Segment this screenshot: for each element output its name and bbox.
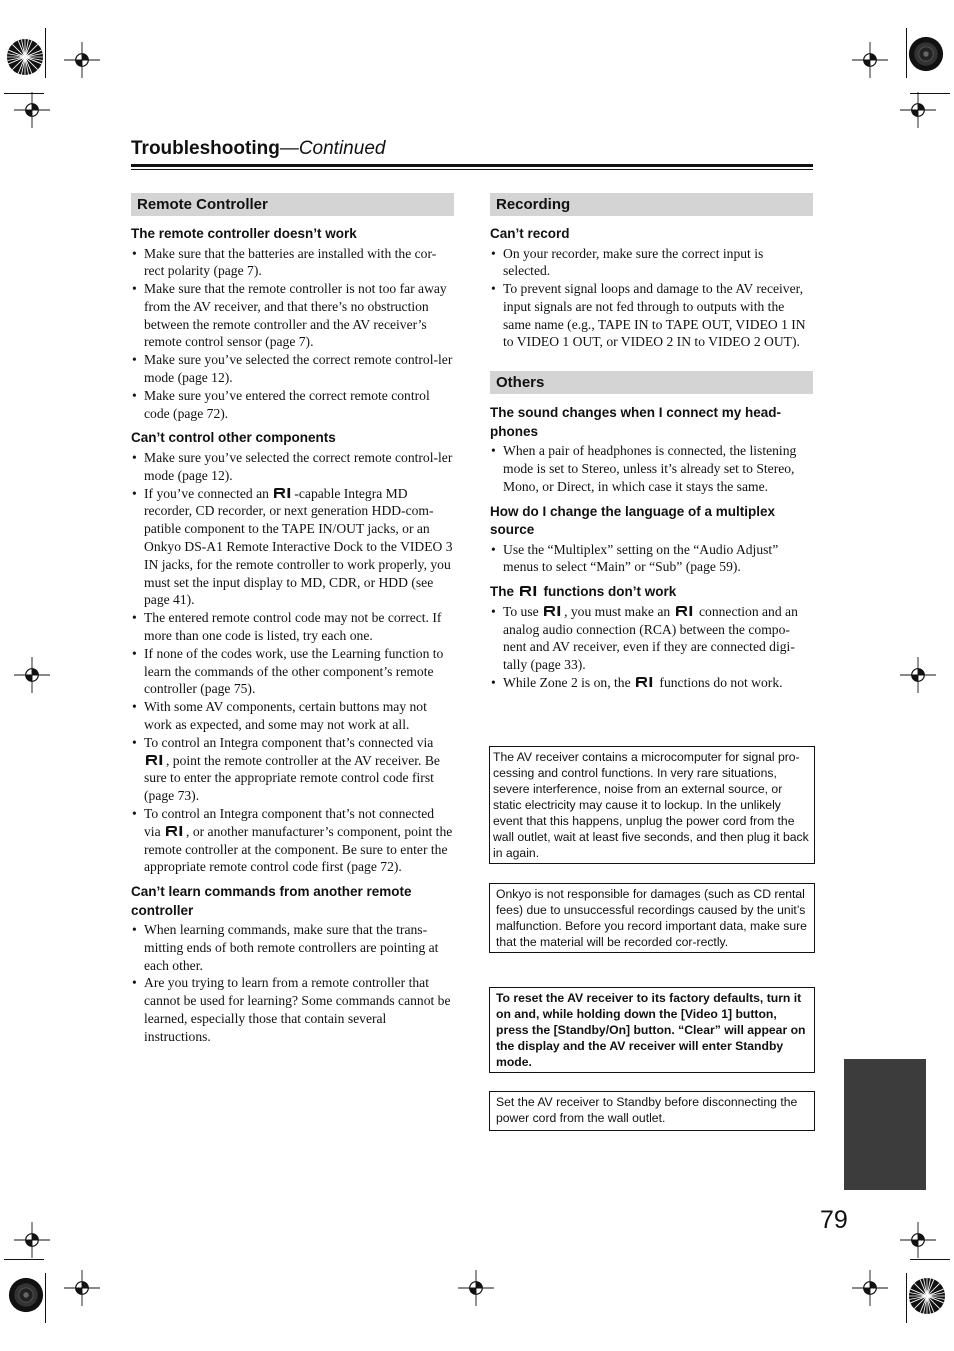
crop-wheel-icon xyxy=(8,1277,44,1313)
list-item: • The entered remote control code may not be correct. If more than one code is listed, try each one. xyxy=(131,609,454,645)
page-number: 79 xyxy=(820,1206,848,1234)
note-box-microcomputer: The AV receiver contains a microcomputer for signal pro-cessing and control functions. In very rare situations, severe interference, noise from an external source, or static electricity may cause it to lockup. In the unlikely event that this happens, unplug the power cord from the wall outlet, wait at least five seconds, and then plug it back in again. xyxy=(489,746,815,864)
bullet-list xyxy=(490,541,813,577)
crop-line xyxy=(906,28,907,78)
ri-logo-icon xyxy=(145,754,165,766)
subheading xyxy=(490,583,813,602)
crop-line xyxy=(4,93,44,94)
list-item: • Make sure you’ve entered the correct remote control code (page 72). xyxy=(131,387,454,423)
list-item: • To prevent signal loops and damage to the AV receiver, input signals are not fed through to outputs with the same name (e.g., TAPE IN to TAPE OUT, VIDEO 1 IN to VIDEO 1 OUT, or VIDEO 2 IN to VIDEO 2 OUT). xyxy=(490,280,813,351)
header-rule-thin xyxy=(131,169,813,170)
subheading: How do I change the language of a multiplex source xyxy=(490,503,776,538)
section-heading-others: Others xyxy=(490,371,813,394)
registration-mark-icon xyxy=(64,42,100,78)
note-box-reset: To reset the AV receiver to its factory defaults, turn it on and, while holding down the [Video 1] button, press the [Standby/On] button. “Clear” will appear on the display and the AV receiver will enter Standby mode. xyxy=(489,987,815,1073)
list-item-text: To use xyxy=(503,603,539,619)
list-item-text: , or another manufacturer’s component, point the remote controller at the component. Be sure to enter the appropriate remote control code first (page 72). xyxy=(144,823,453,875)
side-tab xyxy=(844,1059,926,1190)
list-item: • When learning commands, make sure that the trans-mitting ends of both remote controllers are pointing at each other. xyxy=(131,921,454,974)
registration-mark-icon xyxy=(14,92,50,128)
list-item-text: functions do not work. xyxy=(659,674,783,690)
ri-logo-icon xyxy=(635,676,655,688)
list-item: • Are you trying to learn from a remote controller that cannot be used for learning? Some commands cannot be learned, especially those that contain several instructions. xyxy=(131,974,454,1045)
list-item: • Make sure that the remote controller is not too far away from the AV receiver, and that there’s no obstruction between the remote controller and the AV receiver’s remote control sensor (page 7). xyxy=(131,280,454,351)
registration-mark-icon xyxy=(64,1270,100,1306)
left-column xyxy=(131,193,454,1053)
list-item-text: To control an Integra component that’s not connected via xyxy=(144,805,435,839)
ri-logo-icon xyxy=(543,605,563,617)
list-item: • With some AV components, certain buttons may not work as expected, and some may not work at all. xyxy=(131,698,454,734)
subheading: Can’t learn commands from another remote controller xyxy=(131,884,412,918)
list-item: • When a pair of headphones is connected, the listening mode is set to Stereo, unless it’s already set to Stereo, Mono, or Direct, in which case it stays the same. xyxy=(490,442,813,495)
bullet-list xyxy=(490,603,813,692)
list-item: • On your recorder, make sure the correct input is selected. xyxy=(490,245,813,281)
list-item-text: , you must make an xyxy=(564,603,671,619)
crop-line xyxy=(45,28,46,78)
header-rule xyxy=(131,164,813,167)
page-title-continued: —Continued xyxy=(279,138,386,159)
right-column xyxy=(490,193,813,699)
registration-mark-icon xyxy=(900,1222,936,1258)
subheading-text: functions don’t work xyxy=(543,584,677,600)
list-item-text: -capable Integra MD recorder, CD recorder, or next generation HDD-com-patible component to the TAPE IN/OUT jacks, or an Onkyo DS-A1 Remote Interactive Dock to the VIDEO 3 IN jacks, for the remote controller to work properly, you must set the input display to MD, CDR, or HDD (see page 41). xyxy=(144,485,453,608)
list-item-text: connection and an analog audio connection (RCA) between the compo-nent and AV receiver, even if they are connected digi-tally (page 33). xyxy=(503,603,798,673)
crop-line xyxy=(4,1259,44,1260)
note-box-disclaimer: Onkyo is not responsible for damages (such as CD rental fees) due to unsuccessful recordings caused by the unit’s malfunction. Before you record important data, make sure that the material will be recorded cor-rectly. xyxy=(489,883,815,953)
registration-mark-icon xyxy=(458,1270,494,1306)
bullet-list xyxy=(131,245,454,423)
crop-wheel-icon xyxy=(908,1277,946,1315)
subheading: The remote controller doesn’t work xyxy=(131,226,357,241)
bullet-list xyxy=(490,442,813,495)
registration-mark-icon xyxy=(852,42,888,78)
note-box-standby: Set the AV receiver to Standby before disconnecting the power cord from the wall outlet. xyxy=(489,1091,815,1131)
crop-wheel-icon xyxy=(908,36,944,72)
list-item: • Make sure that the batteries are installed with the cor-rect polarity (page 7). xyxy=(131,245,454,281)
registration-mark-icon xyxy=(852,1270,888,1306)
section-heading-recording: Recording xyxy=(490,193,813,216)
registration-mark-icon xyxy=(14,1222,50,1258)
section-heading-remote-controller: Remote Controller xyxy=(131,193,454,216)
crop-line xyxy=(45,1273,46,1323)
list-item: • If none of the codes work, use the Learning function to learn the commands of the other component’s remote controller (page 75). xyxy=(131,645,454,698)
subheading: Can’t record xyxy=(490,226,570,241)
page-title: Troubleshooting xyxy=(131,138,280,159)
list-item: • Make sure you’ve selected the correct remote control-ler mode (page 12). xyxy=(131,351,454,387)
list-item-text: To control an Integra component that’s connected via xyxy=(144,734,434,750)
registration-mark-icon xyxy=(14,657,50,693)
crop-wheel-icon xyxy=(6,38,44,76)
list-item xyxy=(131,485,454,610)
list-item xyxy=(131,805,454,876)
crop-line xyxy=(906,1273,907,1323)
registration-mark-icon xyxy=(900,92,936,128)
registration-mark-icon xyxy=(900,657,936,693)
list-item xyxy=(490,603,813,674)
crop-line xyxy=(910,93,950,94)
subheading: Can’t control other components xyxy=(131,430,336,446)
list-item-text: If you’ve connected an xyxy=(144,485,269,501)
ri-logo-icon xyxy=(273,487,293,499)
list-item-text: While Zone 2 is on, the xyxy=(503,674,631,690)
list-item: • Use the “Multiplex” setting on the “Audio Adjust” menus to select “Main” or “Sub” (page 59). xyxy=(490,541,813,577)
list-item: • Make sure you’ve selected the correct remote control-ler mode (page 12). xyxy=(131,449,454,485)
bullet-list xyxy=(131,921,454,1046)
ri-logo-icon xyxy=(675,605,695,617)
list-item xyxy=(490,674,813,692)
subheading-text: The xyxy=(490,584,515,600)
crop-line xyxy=(910,1259,950,1260)
bullet-list xyxy=(490,245,813,352)
ri-logo-icon xyxy=(165,825,185,837)
list-item xyxy=(131,734,454,805)
subheading: The sound changes when I connect my head-phones xyxy=(490,405,782,439)
list-item-text: , point the remote controller at the AV receiver. Be sure to enter the appropriate remote control code first (page 73). xyxy=(144,752,440,804)
bullet-list xyxy=(131,449,454,876)
ri-logo-icon xyxy=(519,585,539,597)
